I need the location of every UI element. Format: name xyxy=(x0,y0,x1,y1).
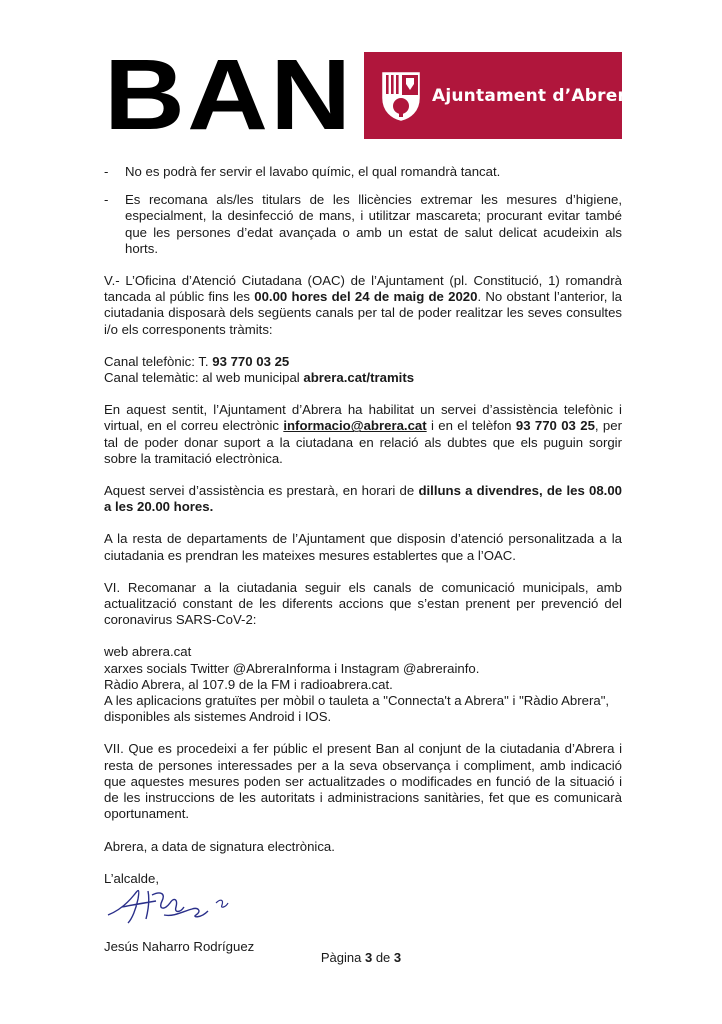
bullet-text: No es podrà fer servir el lavabo químic, el qual romandrà tancat. xyxy=(125,164,501,179)
signer-role: L’alcalde, xyxy=(104,870,159,886)
bullet-item: - No es podrà fer servir el lavabo químic, el qual romandrà tancat. xyxy=(104,164,622,180)
page-total: 3 xyxy=(393,950,402,965)
signature-area xyxy=(104,887,622,927)
page-footer: Pàgina 3 de 3 xyxy=(320,950,402,965)
tramits-link[interactable]: abrera.cat/tramits xyxy=(303,370,415,386)
signature-date: Abrera, a data de signatura electrònica. xyxy=(104,838,335,854)
phone-number: 93 770 03 25 xyxy=(515,418,595,434)
section-vi-paragraph: VI. Recomanar a la ciutadania seguir els canals de comunicació municipals, amb actualització constant de les diferents accions que s’estan prenent per prevenció del coronavirus SARS-CoV-2: xyxy=(104,579,622,628)
abrera-crest-icon xyxy=(380,70,422,122)
email-link[interactable]: informacio@abrera.cat xyxy=(283,418,427,434)
oac-closing-date: 00.00 hores del 24 de maig de 2020 xyxy=(254,289,478,305)
bullet-item: - Es recomana als/les titulars de les llicències extremar les mesures d’higiene, especialment, la desinfecció de mans, i utilitzar mascareta; procurant evitar també que les persones d’edat avançada o amb un estat de salut delicat acudeixin als horts. xyxy=(104,192,622,256)
resta-paragraph: A la resta de departaments de l’Ajuntament que disposin d’atenció personalitzada a la ciutadania es prendran les mateixes mesures establertes que a l’OAC. xyxy=(104,531,622,563)
section-v-paragraph: V.- L’Oficina d’Atenció Ciutadana (OAC) de l’Ajuntament (pl. Constitució, 1) romandrà tancada al públic fins les 00.00 hores del 24 de maig de 2020. No obstant l’anterior, la ciutadania disposarà dels següents canals per tal de poder realitzar les seves consultes i/o els corresponents tràmits: xyxy=(104,273,622,337)
channels-list xyxy=(104,644,622,725)
channel-item: xarxes socials Twitter @AbreraInforma i Instagram @abrerainfo. xyxy=(104,660,480,676)
horari-hours: dilluns a divendres, de les 08.00 a les 20.00 hores. xyxy=(104,483,622,515)
section-vii-paragraph: VII. Que es procedeixi a fer públic el present Ban al conjunt de la ciutadania d’Abrera i resta de persones interessades per a la seva observança i compliment, amb indicació que aquestes mesures poden ser actualitzades o modificades en funció de la situació i de les instruccions de les autoritats i administracions sanitàries, fet que es comunicarà oportunament. xyxy=(104,741,622,822)
ajuntament-name: Ajuntament d’Abrera xyxy=(432,85,638,106)
ban-title: BAN xyxy=(104,39,354,151)
ajuntament-logo xyxy=(364,52,638,139)
channel-item: A les aplicacions gratuïtes per mòbil o tauleta a "Connecta't a Abrera" i "Ràdio Abrera", disponibles als sistemes Android i IOS. xyxy=(104,693,610,725)
channel-item: web abrera.cat xyxy=(104,644,192,660)
document-header xyxy=(104,39,638,151)
horari-paragraph: Aquest servei d’assistència es prestarà, en horari de dilluns a divendres, de les 08.00 a les 20.00 hores. xyxy=(104,483,622,515)
bullet-text: Es recomana als/les titulars de les llicències extremar les mesures d’higiene, especialment, la desinfecció de mans, i utilitzar mascareta; procurant evitar també que les persones d’edat avançada o amb un estat de salut delicat acudeixin als horts. xyxy=(125,192,622,256)
phone-number: 93 770 03 25 xyxy=(212,353,290,369)
document-body xyxy=(104,164,622,955)
canal-telematic: Canal telemàtic: al web municipal abrera.cat/tramits xyxy=(104,370,415,386)
channel-item: Ràdio Abrera, al 107.9 de la FM i radioabrera.cat. xyxy=(104,676,393,692)
page-current: 3 xyxy=(364,950,373,965)
servei-paragraph: En aquest sentit, l’Ajuntament d’Abrera ha habilitat un servei d’assistència telefònic i virtual, en el correu electrònic informacio@abrera.cat i en el telèfon 93 770 03 25, per tal de poder donar suport a la ciutadana en relació als dubtes que els puguin sorgir sobre la tramitació electrònica. xyxy=(104,402,622,466)
canal-telefonic: Canal telefònic: T. 93 770 03 25 xyxy=(104,353,290,369)
handwritten-signature-icon xyxy=(104,881,244,929)
signer-name: Jesús Naharro Rodríguez xyxy=(104,938,255,954)
